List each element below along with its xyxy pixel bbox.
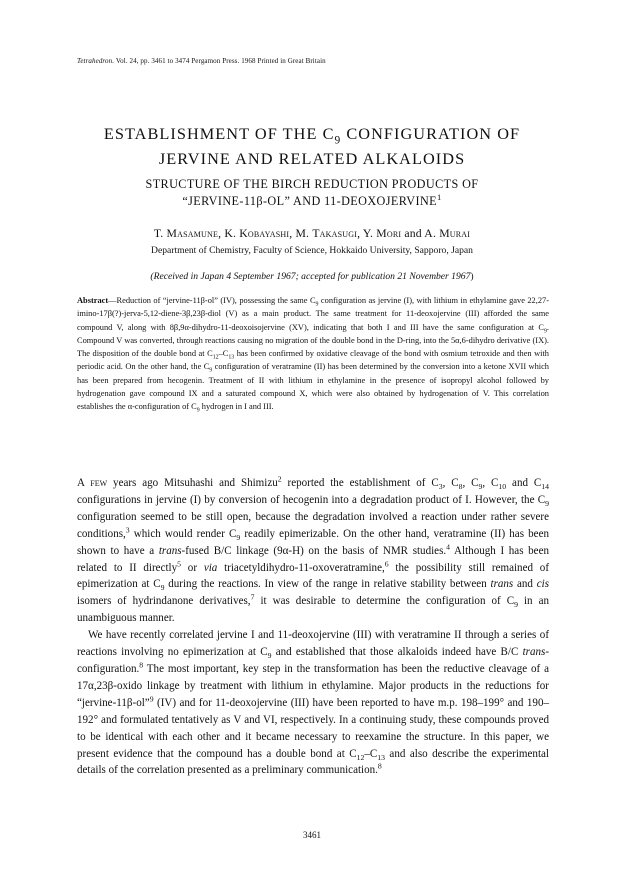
body-text (77, 475, 549, 779)
journal-name: Tetrahedron. (77, 57, 115, 65)
paper-title-line-2: JERVINE AND RELATED ALKALOIDS (158, 149, 466, 168)
affiliation: Department of Chemistry, Faculty of Science, Hokkaido University, Sapporo, Japan (151, 245, 473, 256)
author-list: T. Masamune, K. Kobayashi, M. Takasugi, Y. Mori and A. Murai (153, 227, 471, 240)
journal-details: Vol. 24, pp. 3461 to 3474 Pergamon Press. 1968 Printed in Great Britain (115, 57, 326, 65)
body-paragraph-1: A few years ago Mitsuhashi and Shimizu$^2$ reported the establishment of $C_3$, $C_8$, $C_9$, $C_{10}$ and $C_{14}$ configurations in jervine (I) by conversion of hecogenin into a degradation product of I. However, the $C_9$ configuration seemed to be still open, because the degradation involved a reaction under rather severe conditions,$^3$ which would render $C_9$ readily epimerizable. On the other hand, veratramine (II) has been shown to have a trans-fused B/C linkage (9α-H) on the basis of NMR studies.$^4$ Although I has been related to II directly$^5$ or via triacetyldihydro-11-oxoveratramine,$^6$ the possibility still remained of epimerization at $C_9$ during the reactions. In view of the range in relative stability between trans and cis isomers of hydrindanone derivatives,$^7$ it was desirable to determine the configuration of $C_9$ in an unambiguous manner. (77, 474, 550, 625)
paper-subtitle-line-1: STRUCTURE OF THE BIRCH REDUCTION PRODUCTS OF (145, 177, 479, 191)
journal-citation (77, 57, 326, 65)
abstract-label: Abstract (77, 296, 109, 305)
abstract: Abstract—Reduction of “jervine-11β-ol” (IV), possessing the same $C_9$ configuration as jervine (I), with lithium in ethylamine gave 22,27-imino-17β(?)-jerva-5,12-diene-3β,23β-diol (V) as a main product. The same treatment for 11-deoxojervine (III) afforded the same compound V, along with 8β,9α-dihydro-11-deoxoisojervine (XV), indicating that both I and III have the same configuration at $C_9$. Compound V was converted, through reactions causing no migration of the double bond in the D-ring, into the 5α,6-dihydro derivative (IX). The disposition of the double bond at $C_{12}-C_{13}$ has been confirmed by oxidative cleavage of the bond with osmium tetroxide and then with periodic acid. On the other hand, the $C_9$ configuration of veratramine (II) has been determined by the conversion into a ketone XVII which has been prepared from hecogenin. Treatment of II with lithium in ethylamine in the presence of isopropyl alcohol followed by hydrogenation gave compound IX and a saturated compound X, which were also obtained by hydrogenation of V. This correlation establishes the α-configuration of $C_9$ hydrogen in I and III. (77, 296, 550, 415)
page-number: 3461 (303, 830, 321, 840)
paper-title-line-1: ESTABLISHMENT OF THE $C_9$ CONFIGURATION OF (103, 124, 521, 147)
paper-subtitle-line-2: “JERVINE-11β-OL” AND 11-DEOXOJERVINE$^1$ (182, 191, 442, 208)
body-paragraph-2: We have recently correlated jervine I and 11-deoxojervine (III) with veratramine II through a series of reactions involving no epimerization at $C_9$ and established that those alkaloids indeed have B/C trans-configuration.$^8$ The most important, key step in the transformation has been the reductive cleavage of a 17α,23β-oxido linkage by treatment with lithium in ethylamine. Major products in the reductions for “jervine-11β-ol”$^9$ (IV) and for 11-deoxojervine (III) have been reported to have m.p. 198–199° and 190–192° and formulated tentatively as V and VI, respectively. In a continuing study, these compounds proved to be identical with each other and it became necessary to reexamine the structure. In this paper, we present evidence that the compound has a double bond at $C_{12}-C_{13}$ and also describe the experimental details of the correlation presented as a preliminary communication.$^8$ (77, 629, 550, 777)
received-dates: (Received in Japan 4 September 1967; accepted for publication 21 November 1967) (150, 271, 474, 282)
